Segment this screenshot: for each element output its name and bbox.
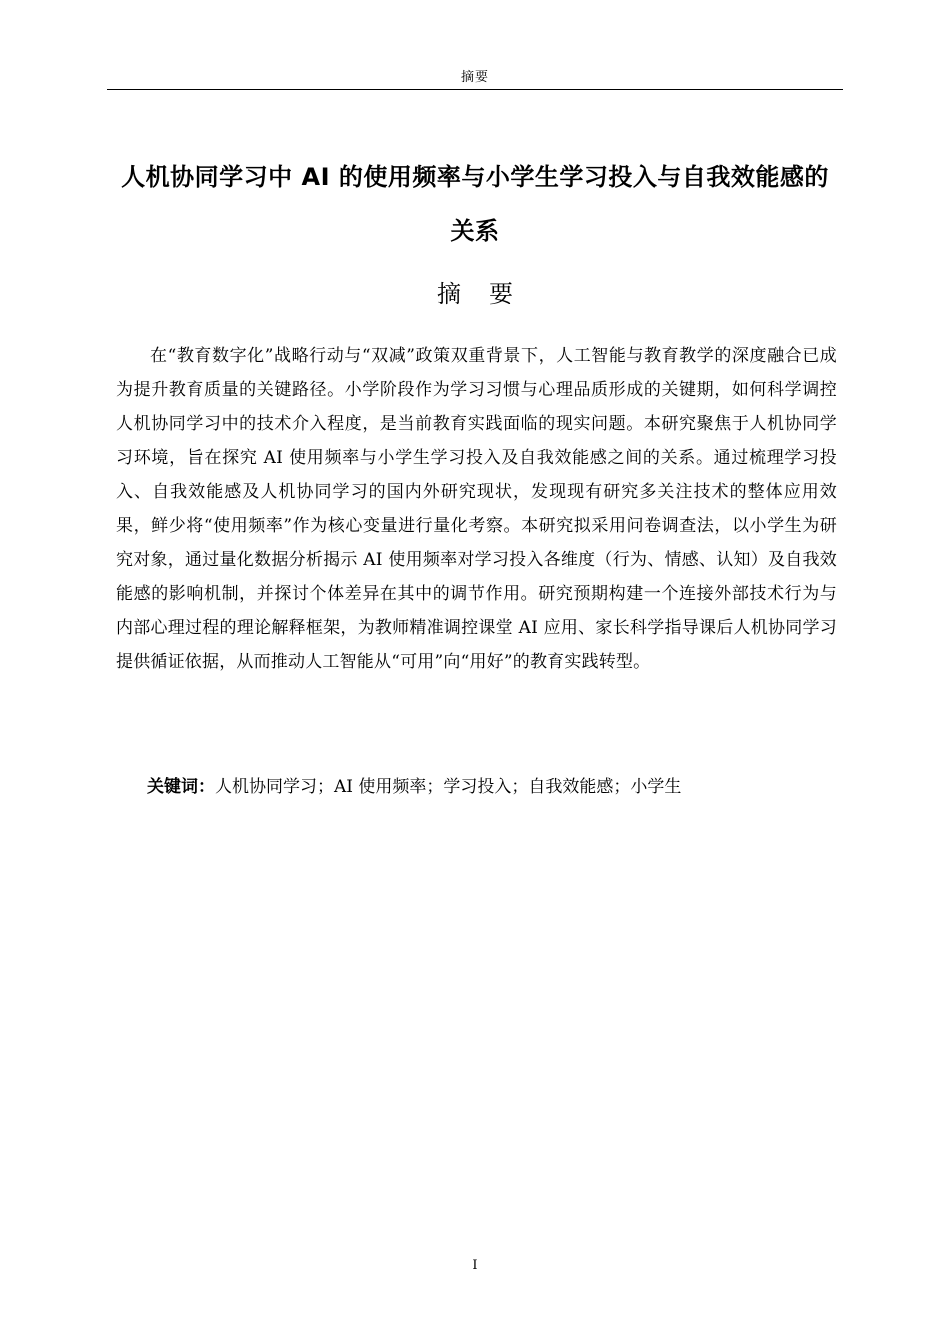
header-divider: [107, 89, 843, 90]
abstract-body: 在“教育数字化”战略行动与“双减”政策双重背景下，人工智能与教育教学的深度融合已成为提升教育质量的关键路径。小学阶段作为学习习惯与心理品质形成的关键期，如何科学调控人机协同学习中的技术介入程度，是当前教育实践面临的现实问题。本研究聚焦于人机协同学习环境，旨在探究 AI 使用频率与小学生学习投入及自我效能感之间的关系。通过梳理学习投入、自我效能感及人机协同学习的国内外研究现状，发现现有研究多关注技术的整体应用效果，鲜少将“使用频率”作为核心变量进行量化考察。本研究拟采用问卷调查法，以小学生为研究对象，通过量化数据分析揭示 AI 使用频率对学习投入各维度（行为、情感、认知）及自我效能感的影响机制，并探讨个体差异在其中的调节作用。研究预期构建一个连接外部技术行为与内部心理过程的理论解释框架，为教师精准调控课堂 AI 应用、家长科学指导课后人机协同学习提供循证依据，从而推动人工智能从“可用”向“用好”的教育实践转型。: [116, 346, 837, 672]
keywords-line: [147, 770, 837, 804]
abstract-heading: 摘要: [437, 280, 541, 308]
keywords-value: 人机协同学习；AI 使用频率；学习投入；自我效能感；小学生: [215, 777, 682, 797]
running-header: 摘要: [460, 70, 489, 85]
paper-title: 人机协同学习中 AI 的使用频率与小学生学习投入与自我效能感的关系: [121, 163, 829, 245]
page-number: I: [472, 1258, 478, 1273]
keywords-label: 关键词：: [147, 777, 215, 797]
